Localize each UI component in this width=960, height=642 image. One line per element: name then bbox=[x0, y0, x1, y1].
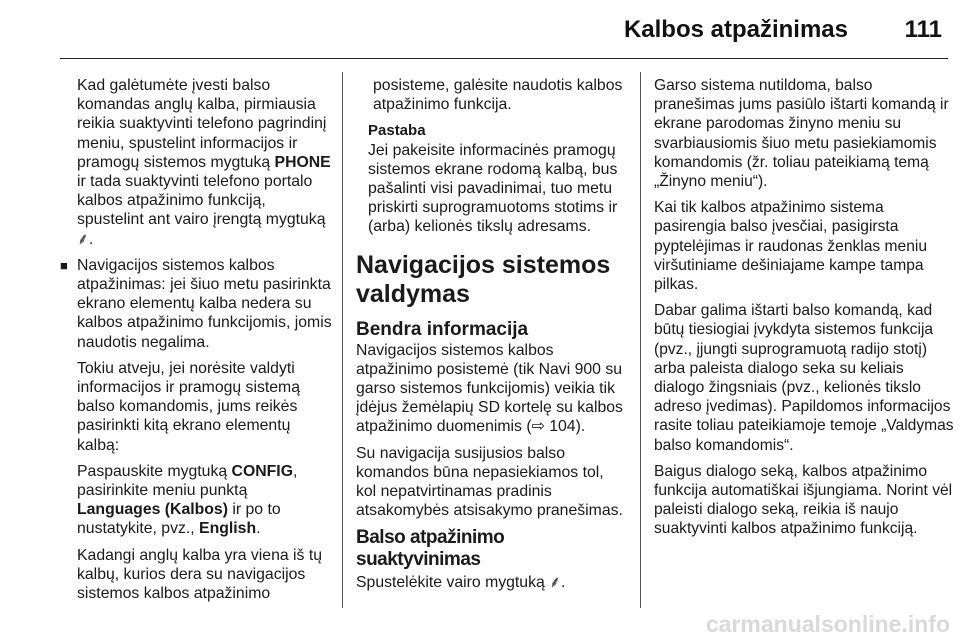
paragraph: Baigus dialogo seką, kalbos atpažinimo funkcija automatiškai išjungiama. Norint vėl paleisti dialogo seką, reikia iš naujo suaktyvinti kalbos atpažinimo funkciją. bbox=[654, 462, 953, 538]
subsection-heading: Bendra informacija bbox=[356, 318, 529, 340]
paragraph: Tokiu atveju, jei norėsite valdyti informacijos ir pramogų sistemą balso komandomis, jums reikės pasirinkti kitą ekrano elementų kalbą: bbox=[77, 359, 300, 454]
english-option-label: English bbox=[199, 520, 257, 538]
header-rule bbox=[60, 58, 948, 59]
page-number: 111 bbox=[904, 16, 942, 43]
column-divider-2 bbox=[640, 72, 641, 608]
subsection-heading: Balso atpažinimo suaktyvinimas bbox=[356, 527, 505, 571]
paragraph: Kadangi anglų kalba yra viena iš tų kalbų, kurios dera su navigacijos sistemos kalbos atpažinimo bbox=[77, 546, 323, 603]
paragraph: Su navigacija susijusios balso komandos būna nepasiekiamos tol, kol nepatvirtinamas pradinis atsakomybės atsisakymo pranešimas. bbox=[356, 444, 623, 520]
page-title: Kalbos atpažinimas bbox=[623, 16, 848, 43]
paragraph: Dabar galima ištarti balso komandą, kad būtų tiesiogiai įvykdyta sistemos funkcija (pvz., įjungti suprogramuotą radijo stotį) arba paleista dialogo seka su keliais dialogo žingsniais (pvz., kelionės tikslo adreso įvedimas). Papildomos informacijos rasite toliau pateikiamoje temoje „Valdymas balso komandomis“. bbox=[654, 302, 954, 454]
paragraph: Garso sistema nutildoma, balso pranešimas jums pasiūlo ištarti komandą ir ekrane parodomas žinyno meniu su svarbiausiomis šiuo metu pasiekiamomis komandomis (žr. toliau pateikiamą temą „Žinyno meniu“). bbox=[654, 77, 949, 191]
paragraph: posisteme, galėsite naudotis kalbos atpažinimo funkcija. bbox=[373, 77, 623, 114]
steering-voice-button-icon: ⸙ bbox=[77, 230, 89, 248]
column-2 bbox=[356, 76, 628, 600]
config-button-label: CONFIG bbox=[231, 462, 293, 480]
paragraph: Spustelėkite vairo mygtuką ⸙. bbox=[356, 574, 566, 592]
paragraph: Kai tik kalbos atpažinimo sistema pasirengia balso įvesčiai, pasigirsta pyptelėjimas ir raudonas ženklas meniu viršutiniame dešiniajame kampe tampa pilkas. bbox=[654, 199, 928, 294]
paragraph: Paspauskite mygtuką CONFIG, pasirinkite meniu punktą Languages (Kalbos) ir po to nustatykite, pvz., English. bbox=[77, 462, 298, 538]
note-label: Pastaba bbox=[368, 122, 426, 140]
column-3 bbox=[654, 76, 954, 546]
phone-button-label: PHONE bbox=[274, 153, 331, 171]
paragraph: Navigacijos sistemos kalbos atpažinimo posistemė (tik Navi 900 su garso sistemos funkcijomis) veikia tik įdėjus žemėlapių SD kortelę su kalbos atpažinimo duomenimis (⇨ 104). bbox=[356, 341, 623, 436]
bullet-icon: ■ bbox=[60, 257, 68, 273]
column-1 bbox=[60, 76, 332, 610]
note-text: Jei pakeisite informacinės pramogų sistemos ekrane rodomą kalbą, bus pašalinti visi pavadinimai, tuo metu priskirti suprogramuotoms stotims ir (arba) kelionės tikslų adresams. bbox=[368, 141, 618, 236]
languages-menu-label: Languages (Kalbos) bbox=[77, 501, 228, 519]
paragraph: Kad galėtumėte įvesti balso komandas anglų kalba, pirmiausia reikia suaktyvinti telefono pagrindinį meniu, spustelint informacijos ir pramogų sistemos mygtuką PHONE ir tada suaktyvinti telefono portalo kalbos atpažinimo funkciją, spustelint ant vairo įrengtą mygtuką ⸙. bbox=[77, 77, 331, 248]
column-divider-1 bbox=[342, 72, 343, 608]
watermark: carmanualsonline.info bbox=[705, 611, 950, 637]
list-item: ■ Navigacijos sistemos kalbos atpažinimas: jei šiuo metu pasirinkta ekrano elementų kalba nedera su kalbos atpažinimo funkcijomis, jomis naudotis negalima. bbox=[60, 256, 332, 351]
section-heading: Navigacijos sistemos valdymas bbox=[356, 250, 611, 308]
page-header bbox=[0, 0, 960, 60]
